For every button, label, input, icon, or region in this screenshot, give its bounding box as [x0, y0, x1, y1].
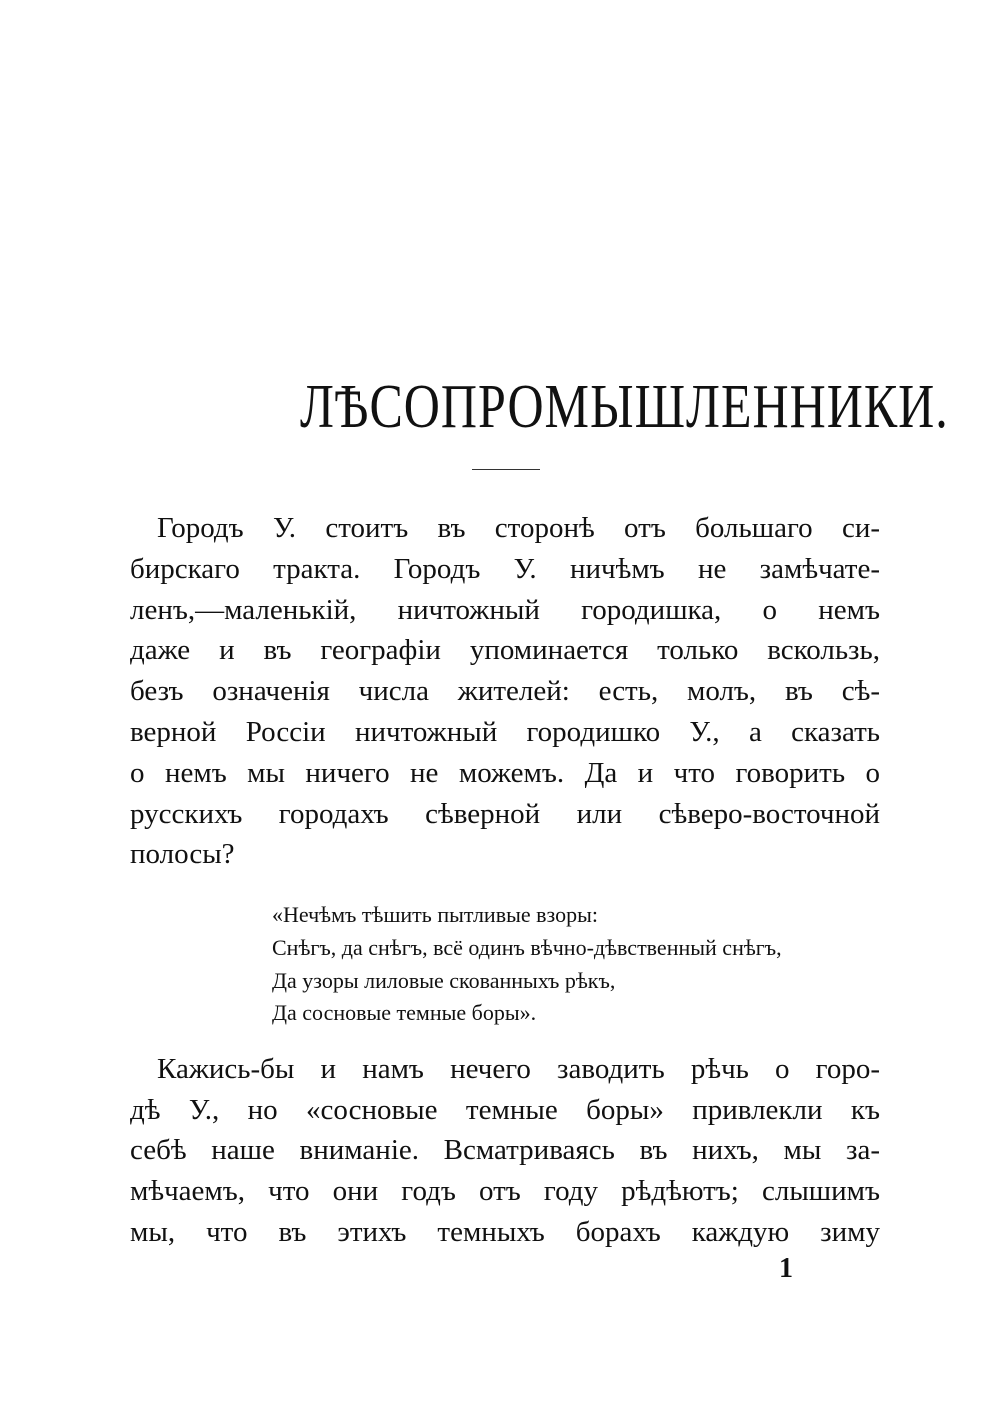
paragraph-line: Кажись-бы и намъ нечего заводить рѣчь о горо-: [157, 1053, 880, 1085]
paragraph-line: русскихъ городахъ сѣверной или сѣверо-восточной: [130, 798, 880, 830]
paragraph-line: даже и въ географіи упоминается только вскользь,: [130, 634, 880, 666]
verse-line: «Нечѣмъ тѣшить пытливые взоры:: [272, 902, 598, 927]
chapter-title: ЛѢСОПРОМЫШЛЕННИКИ.: [300, 370, 949, 441]
verse-line: Снѣгъ, да снѣгъ, всё одинъ вѣчно-дѣвственный снѣгъ,: [272, 935, 782, 960]
paragraph-line: полосы?: [130, 838, 235, 870]
paragraph-line: мы, что въ этихъ темныхъ борахъ каждую зиму: [130, 1216, 880, 1248]
paragraph-line: дѣ У., но «сосновые темные боры» привлекли къ: [130, 1094, 880, 1126]
title-divider: [472, 469, 540, 470]
paragraph-line: ленъ,—маленькій, ничтожный городишка, о немъ: [130, 594, 880, 626]
verse-line: Да сосновые темные боры».: [272, 1000, 537, 1025]
paragraph-line: себѣ наше вниманіе. Всматриваясь въ нихъ, мы за-: [130, 1134, 880, 1166]
paragraph-line: бирскаго тракта. Городъ У. ничѣмъ не замѣчате-: [130, 553, 880, 585]
paragraph-line: мѣчаемъ, что они годъ отъ году рѣдѣютъ; слышимъ: [130, 1175, 880, 1207]
verse-line: Да узоры лиловые скованныхъ рѣкъ,: [272, 968, 616, 993]
page-number: 1: [779, 1253, 793, 1284]
paragraph-line: о немъ мы ничего не можемъ. Да и что говорить о: [130, 757, 880, 789]
paragraph-line: безъ означенія числа жителей: есть, молъ, въ сѣ-: [130, 675, 880, 707]
paragraph-line: верной Россіи ничтожный городишко У., а сказать: [130, 716, 880, 748]
paragraph-line: Городъ У. стоитъ въ сторонѣ отъ большаго си-: [157, 512, 880, 544]
